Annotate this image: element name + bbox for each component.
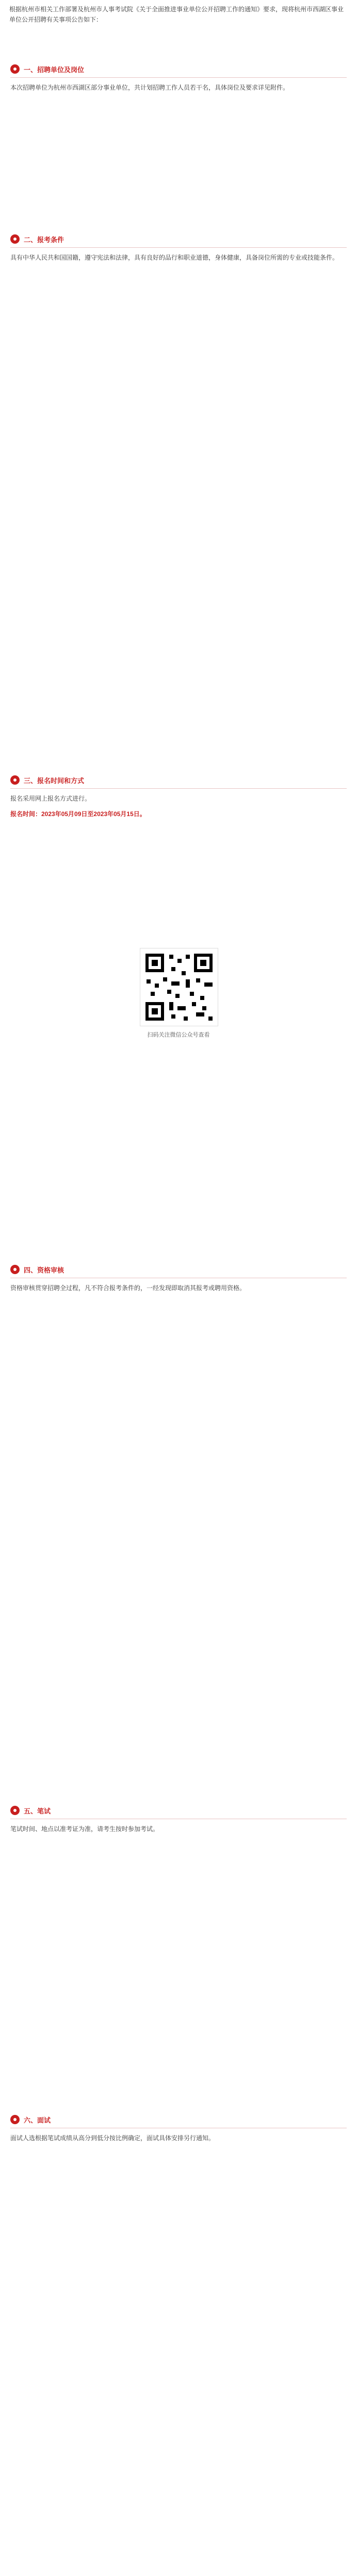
- section-title: 四、资格审核: [24, 1266, 64, 1274]
- bullet-icon: [10, 775, 20, 785]
- intro-text: 根据杭州市相关工作部署及杭州市人事考试院《关于全面推进事业单位公开招聘工作的通知》要求，现将杭州市西湖区事业单位公开招聘有关事项公告如下：: [9, 6, 344, 23]
- section-header: [10, 232, 64, 246]
- paragraph: 报名采用网上报名方式进行。: [10, 795, 91, 802]
- section-title: 五、笔试: [24, 1807, 51, 1815]
- paragraph: 本次招聘单位为杭州市西湖区部分事业单位，共计划招聘工作人员若干名，具体岗位及要求详见附件。: [10, 84, 289, 91]
- bullet-icon: [10, 2115, 20, 2124]
- bullet-icon: [10, 64, 20, 74]
- bullet-icon: [10, 1806, 20, 1815]
- section-header: [10, 2112, 51, 2127]
- bullet-icon: [10, 1265, 20, 1274]
- section-title: 六、面试: [24, 2116, 51, 2124]
- section-title: 二、报考条件: [24, 235, 64, 244]
- section-header: [10, 62, 84, 76]
- section-title: 三、报名时间和方式: [24, 776, 85, 785]
- section-header: [10, 773, 84, 787]
- paragraph: 具有中华人民共和国国籍，遵守宪法和法律，具有良好的品行和职业道德，身体健康，具备岗位所需的专业或技能条件。: [10, 254, 339, 261]
- paragraph: 资格审核贯穿招聘全过程，凡不符合报考条件的，一经发现即取消其报考或聘用资格。: [10, 1284, 246, 1292]
- paragraph: 笔试时间、地点以准考证为准，请考生按时参加考试。: [10, 1825, 159, 1833]
- qr-code-icon: [140, 948, 218, 1026]
- section-title: 一、招聘单位及岗位: [24, 65, 85, 74]
- section-header: [10, 1262, 64, 1277]
- divider: [10, 788, 347, 789]
- section-header: [10, 1803, 51, 1818]
- divider: [10, 247, 347, 248]
- paragraph: 面试人选根据笔试成绩从高分到低分按比例确定，面试具体安排另行通知。: [10, 2134, 215, 2142]
- qr-code: [140, 948, 218, 1026]
- paragraph-highlight: [10, 809, 347, 819]
- divider: [10, 77, 347, 78]
- bullet-icon: [10, 234, 20, 244]
- qr-caption: 扫码关注微信公众号查看: [147, 1032, 210, 1038]
- highlight-text: 报名时间：2023年05月09日至2023年05月15日。: [10, 810, 146, 818]
